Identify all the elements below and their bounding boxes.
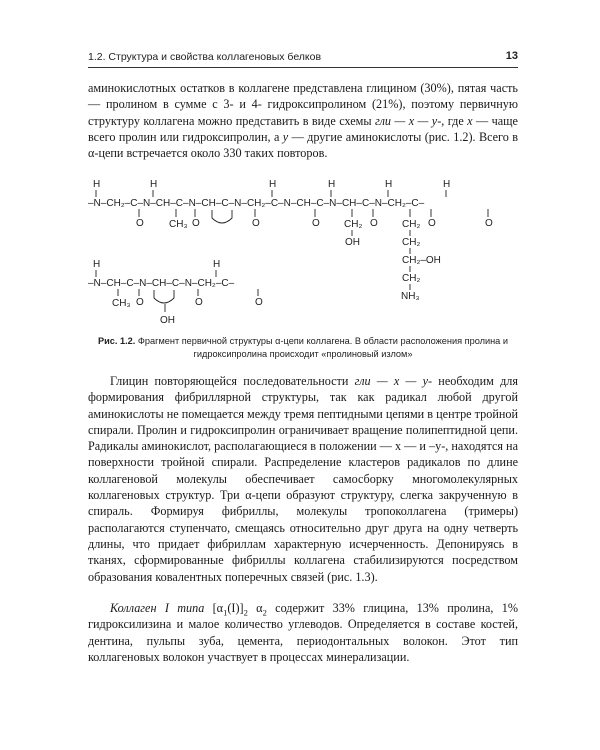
- chain1-h-5: H: [385, 179, 393, 190]
- chain1-sub-ch2-4: CH₂: [402, 273, 421, 284]
- chain1-o-5: O: [370, 218, 378, 229]
- chain1-h-1: H: [93, 179, 101, 190]
- chain2-o-3: O: [255, 297, 263, 308]
- chain2-main: –N–CH–C–N–CH–C–N–CH₂–C–: [88, 278, 235, 289]
- proline-ring-2: [154, 290, 174, 303]
- para2-text-2: необходим для формирования фибриллярной структуры, так как радикал любой другой аминокислоты не помещается между тремя пептидными цепями в центре тройной спирали. Пролин и гидроксипролин ограничивает вращение полипептидной цепи. Радикалы аминокислот, располагающиеся в положении — х — и –у-, находятся на поверхности тройной спирали. Распределение кластеров радикалов по длине коллагеновой молекулы обеспечивает самосборку многомолекулярных коллагеновых структур. Три α-цепи образуют структуру, слегка закрученную в спираль. Формируя фибриллы, молекулы тропоколлагена (тримеры) располагаются ступенчато, смещаясь относительно друг друга на одну четверть длины, что придает фибриллам характерную исчерченность. Депонируясь в тканях, сформированные фибриллы коллагена стабилизируются посредством образования ковалентных поперечных связей (рис. 1.3).: [88, 374, 518, 584]
- var-y: у: [282, 129, 289, 144]
- chain1-sub-choh: CH₂–OH: [402, 255, 441, 266]
- formula-part-b: (I)]: [227, 601, 244, 615]
- chain1-h-6: H: [443, 179, 451, 190]
- chain1-o-3: O: [252, 218, 260, 229]
- chain1-o-4: O: [312, 218, 320, 229]
- formula-gly-x-y: гли — х — у-: [375, 113, 442, 128]
- chain2-h-1: H: [93, 259, 101, 270]
- para2-text-1: Глицин повторяющейся последовательности: [110, 374, 355, 388]
- chain1-o-7: O: [485, 218, 493, 229]
- chain1-sub-ch2-1: CH₂: [344, 219, 363, 230]
- chain1-sub-ch2-2: CH₂: [402, 219, 421, 230]
- chain1-sub-oh-1: OH: [345, 237, 360, 248]
- chain1-h-2: H: [150, 179, 158, 190]
- running-header: [88, 51, 518, 67]
- para1-text-1: аминокислотных остатков в коллагене представлена глицином (30%), пятая часть — пролином в сумме с 3- и 4- гидроксипролином (21%), поэтому первичную структуру коллагена можно представить в виде схемы: [88, 81, 518, 128]
- term-collagen-type-1: Коллаген I типа: [110, 601, 205, 615]
- para1-text-4: — другие аминокислоты (рис. 1.2). Всего в α-цепи встречается около 330 таких повторов.: [88, 129, 518, 161]
- chain-structure-diagram: [88, 176, 518, 334]
- header-rule: [88, 67, 518, 68]
- chain1-h-4: H: [328, 179, 336, 190]
- chain1-sub-ch2-3: CH₂: [402, 237, 421, 248]
- figure-caption: [88, 335, 518, 360]
- caption-text: Фрагмент первичной структуры α-цепи коллагена. В области расположения пролина и гидроксипролина происходит «пролиновый излом»: [135, 336, 508, 359]
- formula-sub-2: 2: [243, 607, 248, 618]
- chain2-o-2: O: [195, 297, 203, 308]
- page-number: 13: [505, 50, 518, 62]
- paragraph-collagen-type1: [88, 600, 518, 665]
- chain2-oh: OH: [160, 315, 175, 326]
- para3-text: содержит 33% глицина, 13% пролина, 1% гидроксилизина и малое количество углеводов. Определяется в составе костей, дентина, пульпы зуба, цемента, периодонтальных волокон. Этот тип коллагеновых волокон участвует в процессах минерализации.: [88, 601, 518, 664]
- formula-sub-3: 2: [262, 607, 267, 618]
- var-x: х: [467, 113, 473, 128]
- paragraph-glycine: [88, 373, 518, 585]
- collagen-chain-figure: [88, 176, 518, 334]
- section-title: 1.2. Структура и свойства коллагеновых белков: [88, 51, 322, 63]
- chain1-h-3: H: [269, 179, 277, 190]
- chain1-o-2: O: [192, 218, 200, 229]
- formula-gly-x-y-2: гли — х — у-: [354, 374, 433, 388]
- para1-text-3: — чаще всего пролин или гидроксипролин, а: [88, 113, 518, 144]
- chain1-methyl: CH₃: [169, 219, 188, 230]
- paragraph-intro: [88, 80, 518, 161]
- para1-text-2: , где: [441, 113, 468, 128]
- chain1-o-1: O: [136, 218, 144, 229]
- formula-part-a: [α: [204, 601, 224, 615]
- formula-sub-1: 1: [223, 607, 228, 618]
- chain1-main: –N–CH₂–C–N–CH–C–N–CH–C–N–CH₂–C–N–CH–C–N–CH–C–N–CH₂–C–: [88, 198, 425, 209]
- chain1-o-6: O: [428, 218, 436, 229]
- formula-part-c: α: [247, 601, 263, 615]
- caption-label: Рис. 1.2.: [98, 336, 136, 346]
- chain1-sub-nh3: NH₃: [401, 291, 420, 302]
- chain2-methyl: CH₃: [112, 298, 131, 309]
- chain2-h-2: H: [213, 259, 221, 270]
- chain2-o-1: O: [136, 297, 144, 308]
- proline-ring-1: [212, 210, 232, 223]
